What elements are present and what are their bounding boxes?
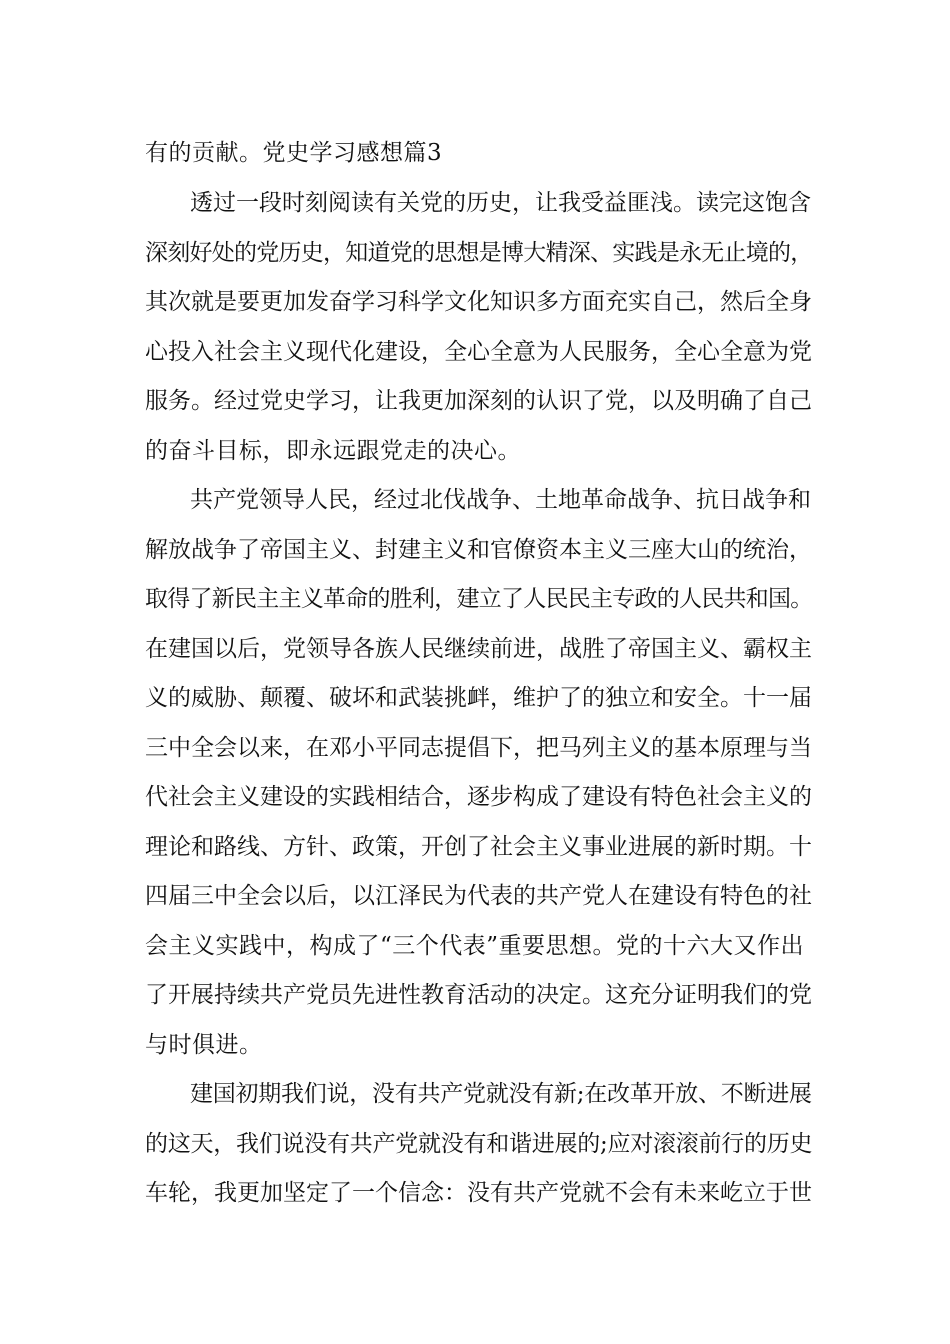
- paragraph-first-line: 建国初期我们说，没有共产党就没有新;在改革开放、不断进展: [190, 1081, 812, 1107]
- text-line: 解放战争了帝国主义、封建主义和官僚资本主义三座大山的统治，: [145, 537, 812, 563]
- text-line: 义的威胁、颠覆、破坏和武装挑衅，维护了的独立和安全。十一届: [145, 685, 812, 711]
- text-line: 车轮，我更加坚定了一个信念：没有共产党就不会有未来屹立于世: [145, 1180, 812, 1206]
- text-line: 有的贡献。党史学习感想篇3: [145, 140, 443, 166]
- text-line: 代社会主义建设的实践相结合，逐步构成了建设有特色社会主义的: [145, 784, 812, 810]
- text-line: 理论和路线、方针、政策，开创了社会主义事业进展的新时期。十: [145, 834, 812, 860]
- text-line: 深刻好处的党历史，知道党的思想是博大精深、实践是永无止境的，: [145, 240, 813, 266]
- text-line: 会主义实践中，构成了“三个代表”重要思想。党的十六大又作出: [145, 933, 805, 959]
- text-line: 的这天，我们说没有共产党就没有和谐进展的;应对滚滚前行的历史: [145, 1131, 813, 1157]
- text-line: 其次就是要更加发奋学习科学文化知识多方面充实自己，然后全身: [145, 289, 812, 315]
- text-line: 在建国以后，党领导各族人民继续前进，战胜了帝国主义、霸权主: [145, 636, 812, 662]
- paragraph-first-line: 共产党领导人民，经过北伐战争、土地革命战争、抗日战争和: [190, 487, 811, 513]
- text-line: 服务。经过党史学习，让我更加深刻的认识了党，以及明确了自己: [145, 388, 812, 414]
- text-line: 的奋斗目标，即永远跟党走的决心。: [145, 438, 521, 464]
- text-line: 取得了新民主主义革命的胜利，建立了人民民主专政的人民共和国。: [145, 586, 813, 612]
- text-line: 四届三中全会以后，以江泽民为代表的共产党人在建设有特色的社: [145, 883, 812, 909]
- text-line: 了开展持续共产党员先进性教育活动的决定。这充分证明我们的党: [145, 982, 812, 1008]
- text-line: 心投入社会主义现代化建设，全心全意为人民服务，全心全意为党: [145, 339, 812, 365]
- text-line: 三中全会以来，在邓小平同志提倡下，把马列主义的基本原理与当: [145, 735, 812, 761]
- paragraph-first-line: 透过一段时刻阅读有关党的历史，让我受益匪浅。读完这饱含: [190, 190, 811, 216]
- text-line: 与时俱进。: [145, 1032, 263, 1058]
